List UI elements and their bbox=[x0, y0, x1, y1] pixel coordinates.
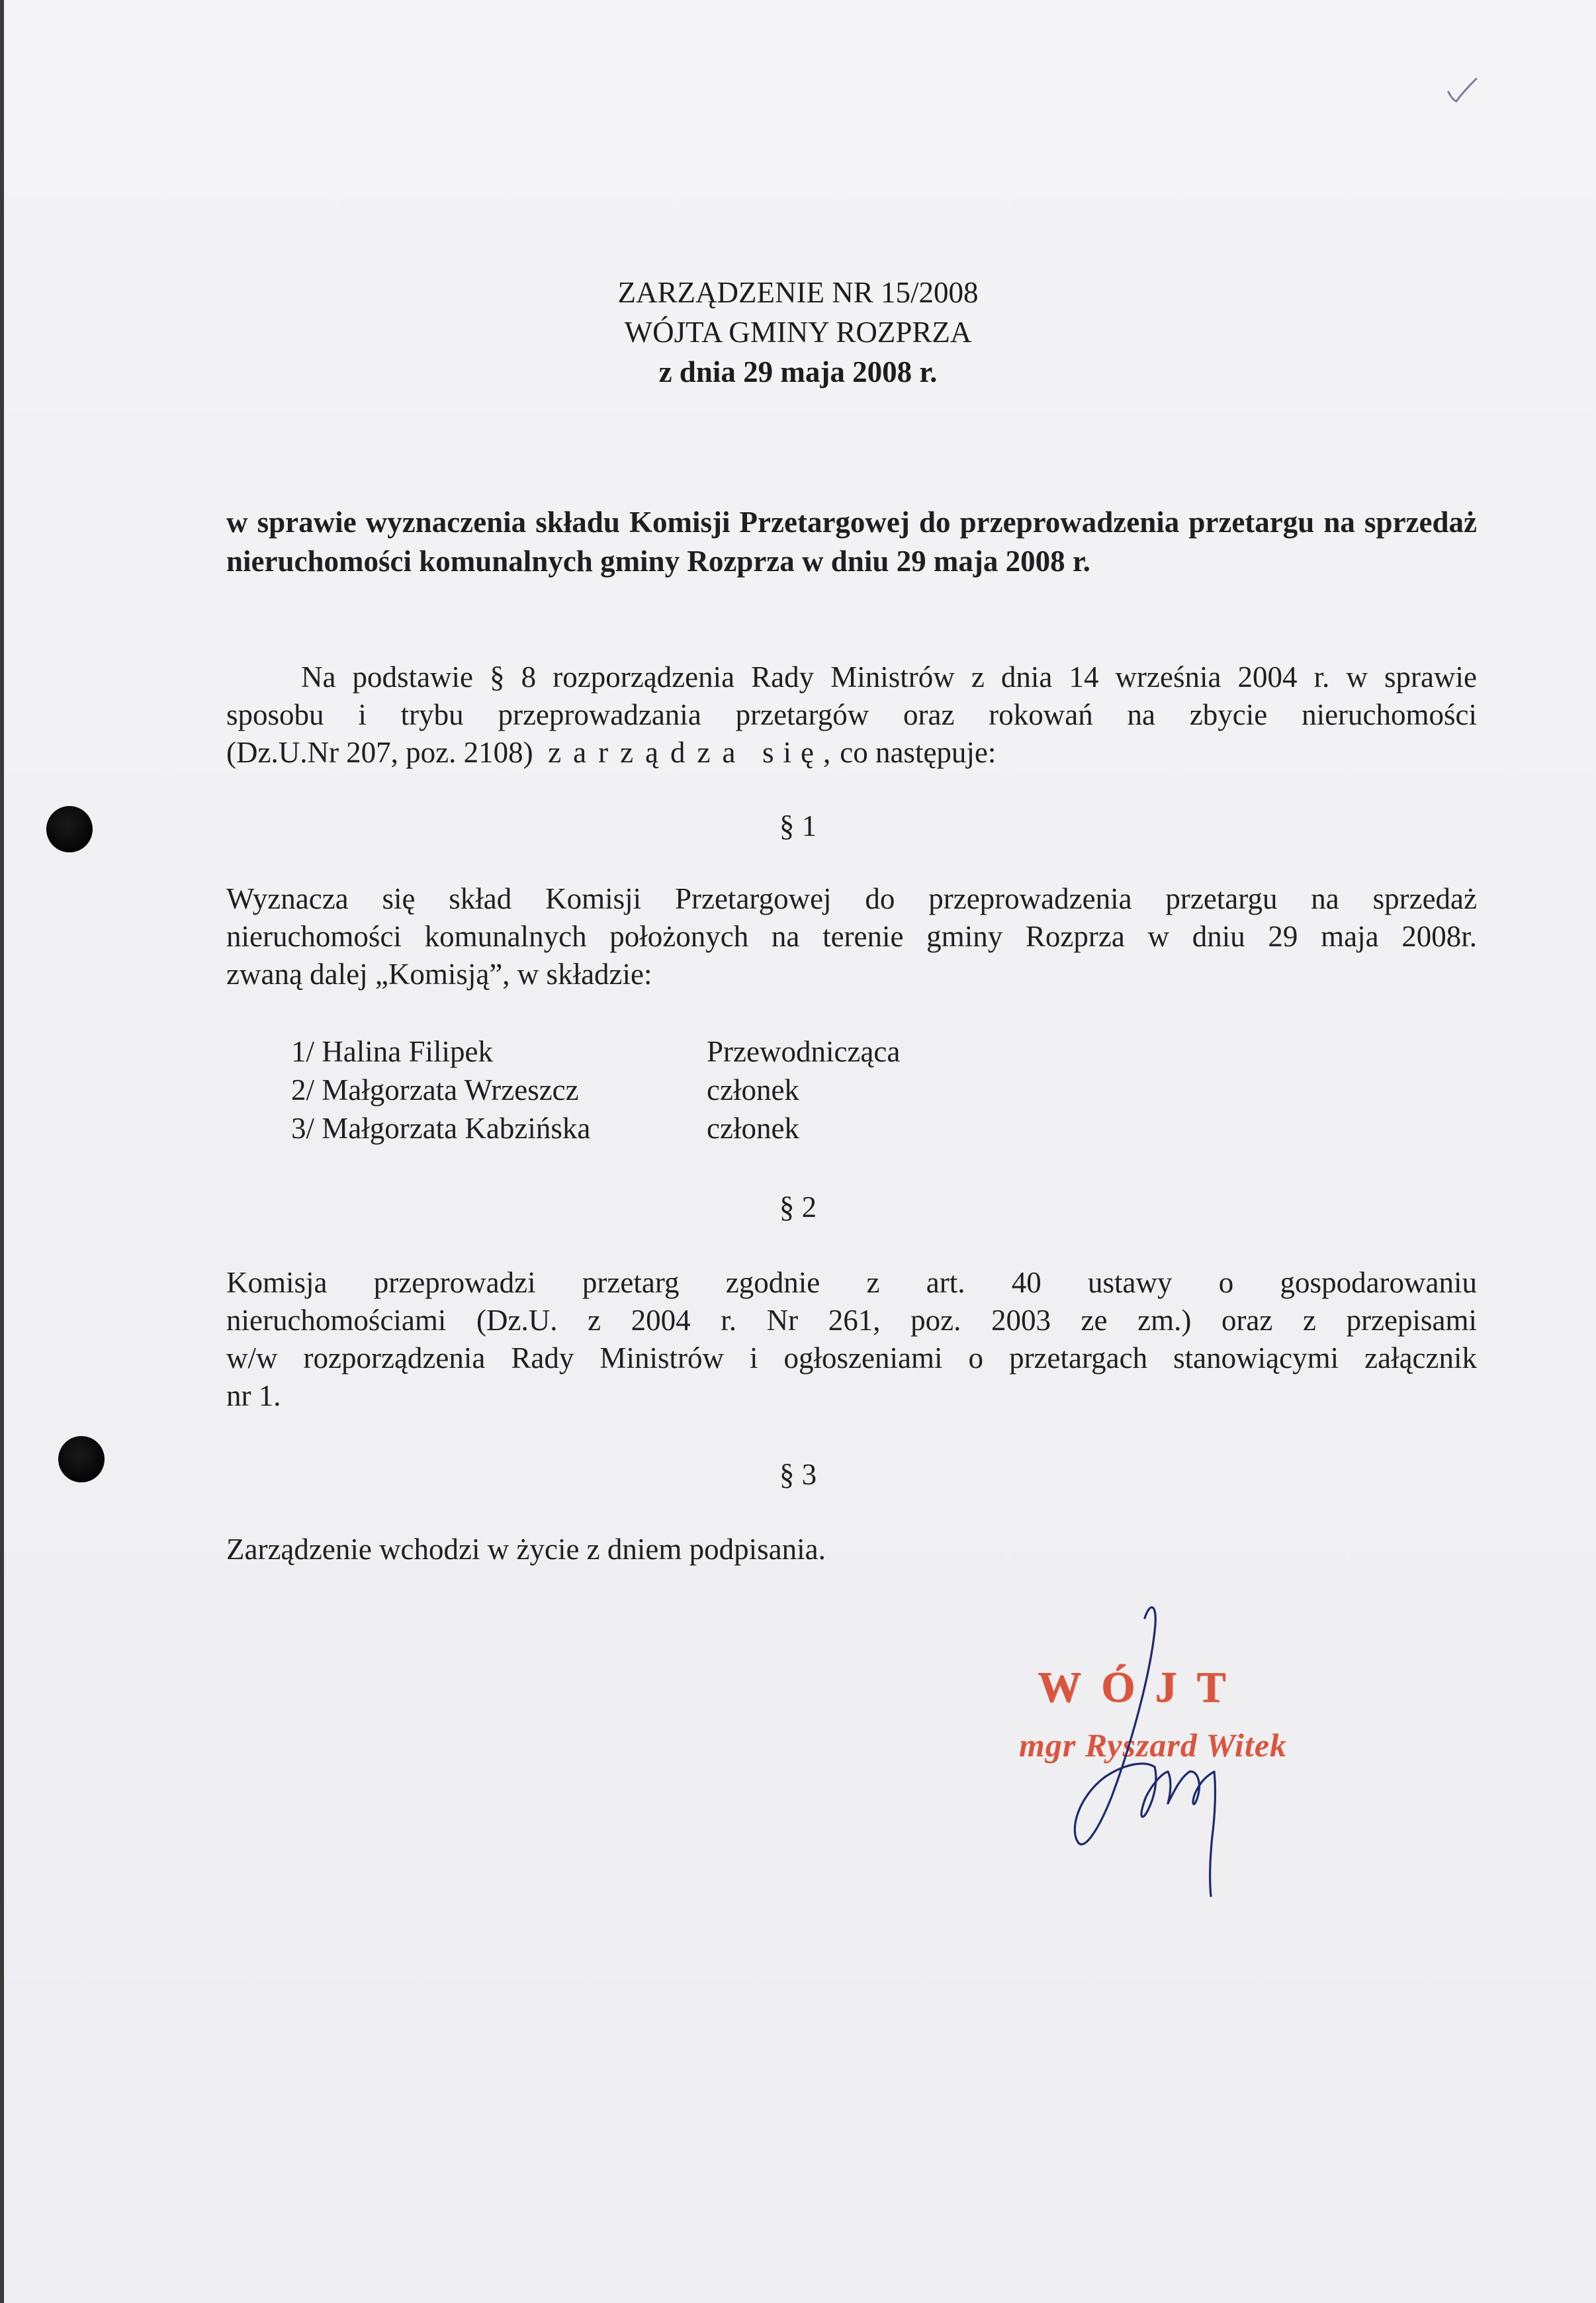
handwritten-signature bbox=[1032, 1598, 1270, 1903]
section-1-mark: § 1 bbox=[779, 809, 817, 842]
section-2-line-1: Komisja przeprowadzi przetarg zgodnie z art. 40 ustawy o gospodarowaniu bbox=[226, 1266, 1477, 1299]
section-3-paragraph bbox=[226, 1531, 1477, 1568]
section-3-mark: § 3 bbox=[779, 1458, 817, 1491]
preamble-spaced-verb: zarządza bbox=[548, 736, 748, 769]
check-mark-icon bbox=[1446, 76, 1479, 106]
document-subject: w sprawie wyznaczenia składu Komisji Przetargowej do przeprowadzenia przetargu na sprzedaż nieruchomości komunalnych gminy Rozprza w dniu 29 maja 2008 r. bbox=[226, 506, 1477, 578]
member-name: 2/ Małgorzata Wrzeszcz bbox=[291, 1073, 579, 1106]
preamble-legal-basis: (Dz.U.Nr 207, poz. 2108) bbox=[226, 736, 533, 769]
member-role: członek bbox=[707, 1112, 799, 1145]
list-item bbox=[291, 1109, 900, 1148]
stamp-title: WÓJT bbox=[1038, 1663, 1246, 1711]
preamble-line-1: Na podstawie § 8 rozporządzenia Rady Ministrów z dnia 14 września 2004 r. w sprawie bbox=[301, 660, 1477, 694]
section-1-line-2: nieruchomości komunalnych położonych na terenie gminy Rozprza w dniu 29 maja 2008r. bbox=[226, 920, 1477, 953]
section-1-line-1: Wyznacza się skład Komisji Przetargowej do przeprowadzenia przetargu na sprzedaż bbox=[226, 882, 1477, 915]
member-name: 3/ Małgorzata Kabzińska bbox=[291, 1112, 591, 1145]
section-1-paragraph bbox=[226, 880, 1477, 993]
stamp-name: mgr Ryszard Witek bbox=[1019, 1727, 1288, 1764]
section-1-line-3: zwaną dalej „Komisją”, w składzie: bbox=[226, 958, 652, 991]
document-title: ZARZĄDZENIE NR 15/2008 bbox=[617, 276, 979, 309]
section-3-text: Zarządzenie wchodzi w życie z dniem podpisania. bbox=[226, 1533, 826, 1566]
section-2-line-2: nieruchomościami (Dz.U. z 2004 r. Nr 261, poz. 2003 ze zm.) oraz z przepisami bbox=[226, 1304, 1477, 1337]
preamble-spaced-pronoun: się, bbox=[762, 736, 840, 769]
preamble-line-end: co następuje: bbox=[840, 736, 997, 769]
section-2-paragraph bbox=[226, 1264, 1477, 1415]
member-role: członek bbox=[707, 1073, 799, 1106]
commission-members-list bbox=[291, 1032, 900, 1148]
section-2-mark: § 2 bbox=[779, 1191, 817, 1224]
preamble-line-3 bbox=[226, 734, 1477, 772]
member-name: 1/ Halina Filipek bbox=[291, 1035, 493, 1068]
section-2-line-4: nr 1. bbox=[226, 1379, 281, 1412]
section-2-line-3: w/w rozporządzenia Rady Ministrów i ogłoszeniami o przetargach stanowiącymi załącznik bbox=[226, 1341, 1477, 1375]
document-date: z dnia 29 maja 2008 r. bbox=[658, 355, 938, 388]
preamble-line-2: sposobu i trybu przeprowadzania przetargów oraz rokowań na zbycie nieruchomości bbox=[226, 698, 1477, 731]
list-item bbox=[291, 1071, 900, 1109]
preamble-paragraph bbox=[226, 658, 1477, 772]
member-role: Przewodnicząca bbox=[707, 1035, 901, 1068]
list-item bbox=[291, 1032, 900, 1071]
document-issuer: WÓJTA GMINY ROZPRZA bbox=[624, 316, 972, 349]
